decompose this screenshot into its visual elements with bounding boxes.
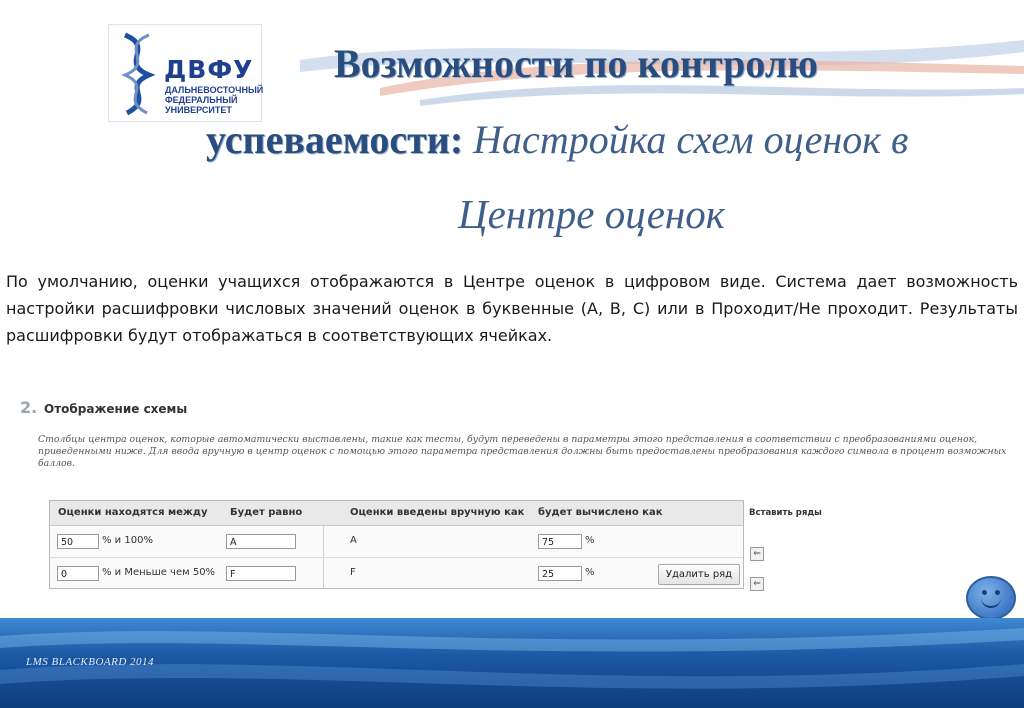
- entered-as-text: A: [350, 535, 357, 546]
- table-row: [50, 526, 743, 557]
- between-text: % и 100%: [102, 535, 153, 546]
- logo-subtitle: ДАЛЬНЕВОСТОЧНЫЙ ФЕДЕРАЛЬНЫЙ УНИВЕРСИТЕТ: [165, 85, 264, 115]
- slide-title-line1: Возможности по контролю: [334, 41, 818, 86]
- table-header: [50, 501, 743, 526]
- table-row: [50, 557, 743, 589]
- step-title: Отображение схемы: [44, 402, 188, 416]
- slide-title-line3: Центре оценок: [458, 191, 725, 237]
- help-text: Столбцы центра оценок, которые автоматически выставлены, такие как тесты, будут переведены в параметры этого представления в соответствии с преобразованиями оценок, приведенными ниже. Для ввода вручную в центр оценок с помощью этого параметра представления должны быть предоставлены преобразования каждого символа в процент возможных баллов.: [38, 434, 1007, 469]
- logo-helix-icon: [115, 29, 161, 117]
- header-calculated-as: будет вычислено как: [538, 507, 663, 518]
- calculated-input[interactable]: 25: [538, 566, 582, 581]
- delete-row-button[interactable]: Удалить ряд: [658, 564, 740, 585]
- percent-sign: %: [585, 535, 595, 546]
- equals-input[interactable]: A: [226, 534, 296, 549]
- slide-description: По умолчанию, оценки учащихся отображаются в Центре оценок в цифровом виде. Система дает возможность настройки расшифровки числовых значений оценок в буквенные (A, B, C) или в Проходит/Не проходит. Результаты расшифровки будут отображаться в соответствующих ячейках.: [6, 272, 1018, 345]
- header-entered-as: Оценки введены вручную как: [350, 507, 525, 518]
- footer-label: LMS BLACKBOARD 2014: [26, 656, 155, 668]
- logo: [108, 24, 262, 122]
- between-value-input[interactable]: 50: [57, 534, 99, 549]
- between-text: % и Меньше чем 50%: [102, 567, 216, 578]
- grading-schema-table: [49, 500, 744, 589]
- equals-input[interactable]: F: [226, 566, 296, 581]
- embedded-screenshot: [16, 392, 1016, 602]
- insert-row-arrow-icon[interactable]: ⇐: [750, 577, 764, 591]
- between-value-input[interactable]: 0: [57, 566, 99, 581]
- step-number: 2.: [20, 398, 38, 417]
- slide-title-line2: успеваемости: Настройка схем оценок в: [206, 117, 909, 162]
- header-equals: Будет равно: [230, 507, 303, 518]
- insert-row-arrow-icon[interactable]: ⇐: [750, 547, 764, 561]
- insert-rows-label: Вставить ряды: [749, 508, 822, 518]
- calculated-input[interactable]: 75: [538, 534, 582, 549]
- entered-as-text: F: [350, 567, 356, 578]
- smiley-icon: [966, 576, 1016, 620]
- header-between: Оценки находятся между: [58, 507, 208, 518]
- percent-sign: %: [585, 567, 595, 578]
- logo-name: ДВФУ: [164, 55, 254, 84]
